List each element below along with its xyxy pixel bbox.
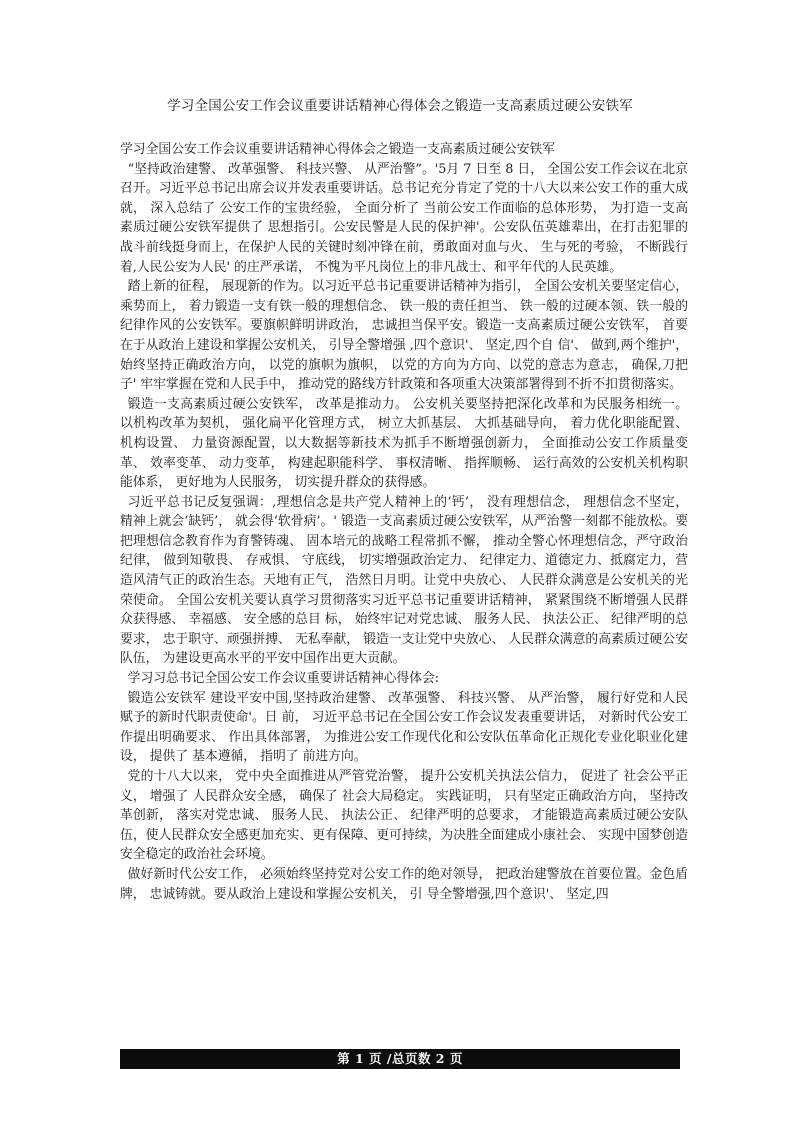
body-heading: 学习全国公安工作会议重要讲话精神心得体会之锻造一支高素质过硬公安铁军	[120, 142, 556, 157]
paragraph: 锻造公安铁军 建设平安中国,坚持政治建警、 改革强警、 科技兴警、 从严治警， 履行好党和人民赋予的新时代职责使命'。日 前， 习近平总书记在全国公安工作会议发表重要讲话， 对新时代公安工作提出明确要求、 作出具体部署， 为推进公安工作现代化和公安队伍革命化正规化专业化职业化建设， 提供了 基本遵循， 指明了 前进方向。	[120, 690, 688, 765]
paragraph: 锻造一支高素质过硬公安铁军， 改革是推动力。 公安机关要坚持把深化改革和为民服务相统一。 以机构改革为契机， 强化扁平化管理方式， 树立大抓基层、 大抓基础导向， 着力优化职能配置、 机构设置、 力量资源配置，以大数据等新技术为抓手不断增强创新力， 全面推动公安工作质量变革、 效率变革、 动力变革， 构建起职能科学、 事权清晰、 指挥顺畅、 运行高效的公安机关机构职能体系， 更好地为人民服务， 切实提升群众的获得感。	[120, 396, 688, 491]
document-body	[120, 140, 688, 904]
page-number-label: 第 1 页 /总页数 2 页	[337, 1051, 463, 1066]
paragraph: 做好新时代公安工作， 必须始终坚持党对公安工作的绝对领导， 把政治建警放在首要位置。金色盾牌， 忠诚铸就。要从政治上建设和掌握公安机关， 引 导全警增强,四个意识'、 坚定,四	[120, 866, 688, 902]
paragraph: 踏上新的征程， 展现新的作为。以习近平总书记重要讲话精神为指引， 全国公安机关要坚定信心， 乘势而上， 着力锻造一支有铁一般的理想信念、 铁一般的责任担当、 铁一般的过硬本领、铁一般的纪律作风的公安铁军。要旗帜鲜明讲政治， 忠诚担当保平安。锻造一支高素质过硬公安铁军， 首要在于从政治上建设和掌握公安机关， 引导全警增强 ,四个意识'、 坚定,四个自 信'、 做到,两个维护'， 始终坚持正确政治方向， 以党的旗帜为旗帜， 以党的方向为方向、以党的意志为意志， 确保,刀把子' 牢牢掌握在党和人民手中， 推动党的路线方针政策和各项重大决策部署得到不折不扣贯彻落实。	[120, 279, 688, 393]
paragraph: 党的十八大以来， 党中央全面推进从严管党治警， 提升公安机关执法公信力， 促进了 社会公平正义， 增强了 人民群众安全感， 确保了 社会大局稳定。 实践证明， 只有坚定正确政治方向， 坚持改革创新， 落实对党忠诚、 服务人民、 执法公正、 纪律严明的总要求， 才能锻造高素质过硬公安队伍，使人民群众安全感更加充实、更有保障、更可持续，为决胜全面建成小康社会、 实现中国梦创造安全稳定的政治社会环境。	[120, 769, 688, 863]
page-number-footer	[120, 1049, 680, 1069]
paragraph: “坚持政治建警、 改革强警、 科技兴警、 从严治警”。'5月 7 日至 8 日， 全国公安工作会议在北京召开。习近平总书记出席会议并发表重要讲话。总书记充分肯定了党的十八大以来公安工作的重大成就， 深入总结了 公安工作的宝贵经验， 全面分析了 当前公安工作面临的总体形势， 为打造一支高素质过硬公安铁军提供了 思想指引。公安民警是人民的保护神'。公安队伍英雄辈出，在打击犯罪的战斗前线挺身而上，在保护人民的关键时刻冲锋在前，勇敢面对血与火、 生与死的考验， 不断践行着,人民公安为人民' 的庄严承诺， 不愧为平凡岗位上的非凡战士、和平年代的人民英雄。	[120, 161, 688, 275]
paragraph: 习近平总书记反复强调：,理想信念是共产党人精神上的‘钙’， 没有理想信念， 理想信念不坚定， 精神上就会‘缺钙’， 就会得‘软骨病’。' 锻造一支高素质过硬公安铁军，从严治警一刻都不能放松。要把理想信念教育作为育警铸魂、 固本培元的战略工程常抓不懈， 推动全警心怀理想信念，严守政治纪律， 做到知敬畏、 存戒惧、 守底线， 切实增强政治定力、 纪律定力、道德定力、抵腐定力，营造风清气正的政治生态。天地有正气， 浩然日月明。让党中央放心、 人民群众满意是公安机关的光荣使命。 全国公安机关要认真学习贯彻落实习近平总书记重要讲话精神， 紧紧围绕不断增强人民群众获得感、 幸福感、 安全感的总目 标， 始终牢记对党忠诚、 服务人民、 执法公正、 纪律严明的总要求， 忠于职守、顽强拼搏、 无私奉献， 锻造一支让党中央放心、 人民群众满意的高素质过硬公安队伍， 为建设更高水平的平安中国作出更大贡献。	[120, 494, 688, 667]
section-heading: 学习习总书记全国公安工作会议重要讲话精神心得体会:	[127, 671, 440, 687]
document-title: 学习全国公安工作会议重要讲话精神心得体会之锻造一支高素质过硬公安铁军	[167, 98, 633, 114]
